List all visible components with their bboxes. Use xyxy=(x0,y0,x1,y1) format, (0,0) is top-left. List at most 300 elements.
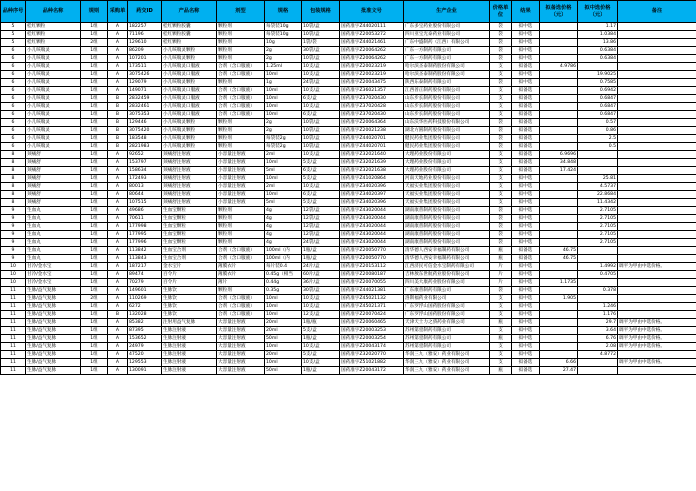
table-cell: 生脉注射液 xyxy=(162,367,217,375)
table-cell: 大容量注射液 xyxy=(217,343,265,351)
table-cell xyxy=(540,31,578,39)
column-header: 拟中选价格（元） xyxy=(578,1,618,23)
table-cell: 瓶 xyxy=(490,247,512,255)
table-cell: 合剂（含口服液） xyxy=(217,295,265,303)
table-cell: 生脉/益气复脉 xyxy=(26,343,81,351)
table-cell: 合剂（含口服液） xyxy=(217,255,265,263)
table-row xyxy=(1,159,696,167)
table-cell xyxy=(618,63,696,71)
table-cell: 颈痛舒注射液 xyxy=(162,191,217,199)
table-cell: 0.6847 xyxy=(578,103,618,111)
table-cell: 颗粒剂 xyxy=(217,287,265,295)
table-cell: 颗粒剂 xyxy=(217,231,265,239)
table-cell: 3075353 xyxy=(128,111,162,119)
table-cell: 9 xyxy=(1,207,26,215)
table-cell: 瓶 xyxy=(490,367,512,375)
table-cell xyxy=(578,159,618,167)
table-cell: 四川美大康药业股份有限公司 xyxy=(404,279,490,287)
table-cell: 小儿咳喘灵 xyxy=(26,135,81,143)
table-cell: 袋 xyxy=(490,239,512,247)
table-cell xyxy=(618,47,696,55)
table-cell: 2组 xyxy=(81,295,108,303)
column-header: 拟备选价格（元） xyxy=(540,1,578,23)
table-cell: 湖南康普制药股份有限公司 xyxy=(404,207,490,215)
table-row xyxy=(1,199,696,207)
table-cell: 大容量注射液 xyxy=(217,351,265,359)
table-cell: 1组 xyxy=(81,63,108,71)
table-cell: 小儿咳喘灵颗粒 xyxy=(162,143,217,151)
table-row xyxy=(1,271,696,279)
table-cell: 支 xyxy=(490,295,512,303)
table-cell: 支 xyxy=(490,175,512,183)
table-cell xyxy=(540,23,578,31)
table-cell: 颗粒剂 xyxy=(217,239,265,247)
table-cell: A xyxy=(108,151,128,159)
table-cell: 10ml xyxy=(265,295,302,303)
table-cell: 24片/盒 xyxy=(302,263,340,271)
table-cell: 拟中选 xyxy=(512,351,540,359)
table-cell: 177998 xyxy=(128,223,162,231)
table-cell xyxy=(540,199,578,207)
table-cell: 国药准字Z20043172 xyxy=(340,367,404,375)
table-cell: 小容量注射液 xyxy=(217,175,265,183)
table-cell: 149071 xyxy=(128,87,162,95)
table-cell: 生脉注射液 xyxy=(162,343,217,351)
table-cell: 山东步长制药股份有限公司 xyxy=(404,95,490,103)
table-cell xyxy=(540,303,578,311)
table-cell: 小儿咳喘灵口服液 xyxy=(162,63,217,71)
table-cell: B xyxy=(108,95,128,103)
table-cell: 11 xyxy=(1,295,26,303)
table-cell: 46.75 xyxy=(540,247,578,255)
table-cell: 国药准字Z32021640 xyxy=(340,151,404,159)
table-cell: 100ml（内 xyxy=(265,255,302,263)
table-cell: 100ml（内 xyxy=(265,247,302,255)
table-cell: 30袋/盒 xyxy=(302,287,340,295)
table-cell: 1组 xyxy=(81,31,108,39)
table-cell: 大理药业股份有限公司 xyxy=(404,167,490,175)
table-cell xyxy=(618,135,696,143)
table-cell: 生血丸 xyxy=(26,247,81,255)
table-cell: 1组 xyxy=(81,23,108,31)
table-cell: A xyxy=(108,55,128,63)
table-cell: 国药准字Z43020044 xyxy=(340,207,404,215)
table-cell: 国药准字Z20070424 xyxy=(340,311,404,319)
table-cell: 5 xyxy=(1,39,26,47)
table-cell: 国药准字Z20043475 xyxy=(340,79,404,87)
table-cell: 生血宝颗粒 xyxy=(162,239,217,247)
table-cell: 10袋/盒 xyxy=(302,55,340,63)
table-cell: 10ml xyxy=(265,175,302,183)
table-cell: 生血丸 xyxy=(26,255,81,263)
table-cell: A xyxy=(108,183,128,191)
table-cell: 湖南康普制药股份有限公司 xyxy=(404,231,490,239)
table-cell: 1组 xyxy=(81,247,108,255)
table-cell: 小儿咳喘灵颗粒 xyxy=(162,127,217,135)
table-cell: A xyxy=(108,231,128,239)
table-cell: 1组 xyxy=(81,47,108,55)
table-row xyxy=(1,295,696,303)
table-cell: 6.66 xyxy=(540,359,578,367)
table-cell: 小儿咳喘灵口服液 xyxy=(162,87,217,95)
table-cell: 0.6847 xyxy=(578,95,618,103)
table-cell: 47520 xyxy=(128,351,162,359)
table-cell: 颗粒剂 xyxy=(217,135,265,143)
table-cell xyxy=(540,95,578,103)
table-cell: 4g xyxy=(265,239,302,247)
table-cell: 支 xyxy=(490,359,512,367)
table-cell: 颗粒剂 xyxy=(217,223,265,231)
table-cell: 国药准字Z37020430 xyxy=(340,111,404,119)
table-cell: 1袋/袋 xyxy=(302,39,340,47)
table-cell: 113842 xyxy=(128,247,162,255)
table-cell: 支 xyxy=(490,95,512,103)
table-cell: 10袋/盒 xyxy=(302,135,340,143)
table-cell: 4g xyxy=(265,215,302,223)
table-cell: 国药准字Z20023219 xyxy=(340,71,404,79)
table-cell: 1g xyxy=(265,79,302,87)
table-cell: 拟中选 xyxy=(512,271,540,279)
column-header: 规格 xyxy=(265,1,302,23)
table-cell: 调平为甲由中选价格。 xyxy=(618,335,696,343)
table-cell xyxy=(618,279,696,287)
table-cell: 10ml xyxy=(265,103,302,111)
table-cell: 生血丸 xyxy=(26,207,81,215)
table-cell: 2ml xyxy=(265,151,302,159)
table-cell: 10ml xyxy=(265,359,302,367)
table-cell: 5 xyxy=(1,31,26,39)
table-cell: 颈痛舒 xyxy=(26,151,81,159)
table-cell: 24袋/盒 xyxy=(302,79,340,87)
table-cell: 8 xyxy=(1,175,26,183)
table-cell: 袋 xyxy=(490,39,512,47)
table-cell: 桂红颗粒 xyxy=(26,23,81,31)
table-cell: 2.7105 xyxy=(578,207,618,215)
table-cell: 生脉注射液 xyxy=(162,359,217,367)
table-cell: 10支/盒 xyxy=(302,71,340,79)
table-cell: 国药准字Z44020701 xyxy=(340,135,404,143)
table-cell: 颗粒剂 xyxy=(217,23,265,31)
table-cell: 80013 xyxy=(128,183,162,191)
table-cell: 6 xyxy=(1,95,26,103)
table-cell: 生脉/益气复脉 xyxy=(26,335,81,343)
table-cell: 山东沃华医药科技股份有限公司 xyxy=(404,119,490,127)
table-cell: 10支/盒 xyxy=(302,343,340,351)
table-cell: 12袋/盒 xyxy=(302,223,340,231)
table-cell: 10g xyxy=(265,39,302,47)
column-header: 结果 xyxy=(512,1,540,23)
table-cell: 10支/盒 xyxy=(302,303,340,311)
table-cell: 国药准字Z34020396 xyxy=(340,199,404,207)
table-cell: A xyxy=(108,287,128,295)
table-cell xyxy=(578,279,618,287)
table-cell: 小容量注射液 xyxy=(217,167,265,175)
table-cell: A xyxy=(108,167,128,175)
table-cell: 拟中选 xyxy=(512,79,540,87)
table-cell: 大容量注射液 xyxy=(217,359,265,367)
table-cell: A xyxy=(108,207,128,215)
table-cell: 广东罗浮山国药股份有限公司 xyxy=(404,311,490,319)
table-cell: 70279 xyxy=(128,279,162,287)
table-cell: A xyxy=(108,159,128,167)
table-cell: 桂红颗粒 xyxy=(26,39,81,47)
table-cell: 湖南康普制药股份有限公司 xyxy=(404,239,490,247)
table-cell: 甘冷/金水宝 xyxy=(26,263,81,271)
table-row xyxy=(1,279,696,287)
table-cell: 山东步长制药股份有限公司 xyxy=(404,111,490,119)
table-cell xyxy=(618,87,696,95)
table-cell: 片 xyxy=(490,271,512,279)
table-cell: 国药准字Z43020044 xyxy=(340,223,404,231)
table-cell: 小儿咳喘灵口服液 xyxy=(162,71,217,79)
table-cell: 小儿咳喘灵 xyxy=(26,143,81,151)
table-cell: 29.7 xyxy=(578,319,618,327)
table-cell: 10ml xyxy=(265,111,302,119)
table-cell: 6支/盒 xyxy=(302,95,340,103)
table-cell: 薄膜衣片 xyxy=(217,271,265,279)
table-cell xyxy=(540,127,578,135)
table-cell xyxy=(618,127,696,135)
table-cell: 国药准字Z45021371 xyxy=(340,303,404,311)
table-cell: 8 xyxy=(1,199,26,207)
table-cell: 小容量注射液 xyxy=(217,159,265,167)
table-cell: 2g xyxy=(265,55,302,63)
table-cell: 0.4705 xyxy=(578,271,618,279)
table-cell: 调平为甲由中选价格。 xyxy=(618,263,696,271)
table-cell: A xyxy=(108,239,128,247)
table-cell xyxy=(578,151,618,159)
table-cell xyxy=(618,71,696,79)
table-cell: 0.44g xyxy=(265,279,302,287)
table-cell: 1组 xyxy=(81,303,108,311)
table-cell: 合剂（含口服液） xyxy=(217,111,265,119)
table-cell: 183548 xyxy=(128,135,162,143)
table-cell: 江西济民可信金水宝制药有限公司 xyxy=(404,263,490,271)
table-cell: 拟备选 xyxy=(512,95,540,103)
table-cell: 支 xyxy=(490,151,512,159)
table-cell: 拟中选 xyxy=(512,23,540,31)
table-cell: 8 xyxy=(1,191,26,199)
table-cell: 17.424 xyxy=(540,167,578,175)
table-cell: 拟备选 xyxy=(512,167,540,175)
table-cell: 6 xyxy=(1,111,26,119)
table-cell: 合剂（含口服液） xyxy=(217,247,265,255)
table-cell: 1组 xyxy=(81,343,108,351)
table-cell: 颈痛舒注射液 xyxy=(162,159,217,167)
table-cell: 拟中选 xyxy=(512,311,540,319)
table-cell xyxy=(618,303,696,311)
table-cell: A xyxy=(108,215,128,223)
table-cell: 182257 xyxy=(128,23,162,31)
table-cell: 生血丸 xyxy=(26,231,81,239)
table-cell: 广东罗浮山国药股份有限公司 xyxy=(404,303,490,311)
table-cell: 1组 xyxy=(81,95,108,103)
table-cell: 支 xyxy=(490,71,512,79)
table-cell xyxy=(540,111,578,119)
table-cell: 清华德人西安幸福制药有限公司 xyxy=(404,255,490,263)
table-cell: 生脉注射液 xyxy=(162,327,217,335)
table-cell: 80644 xyxy=(128,191,162,199)
table-cell: 2.7105 xyxy=(578,223,618,231)
table-row xyxy=(1,207,696,215)
table-cell: 小儿咳喘灵 xyxy=(26,55,81,63)
table-cell: 国药准字Z20064262 xyxy=(340,55,404,63)
table-cell: 8 xyxy=(1,167,26,175)
table-cell: 6 xyxy=(1,63,26,71)
table-cell: 5ml xyxy=(265,199,302,207)
table-cell: 5支/盒 xyxy=(302,351,340,359)
table-cell: 桂红颗粒胶囊 xyxy=(162,31,217,39)
table-cell: 颈痛舒注射液 xyxy=(162,167,217,175)
table-cell: 调平为甲由中选价格。 xyxy=(618,343,696,351)
table-cell: 拟中选 xyxy=(512,71,540,79)
table-cell: 11 xyxy=(1,311,26,319)
table-cell: 国药准字Z20053272 xyxy=(340,31,404,39)
table-cell: 袋 xyxy=(490,135,512,143)
table-cell: 拟备选 xyxy=(512,103,540,111)
table-cell xyxy=(540,103,578,111)
table-cell: 国药准字Z37020430 xyxy=(340,95,404,103)
table-cell: 132028 xyxy=(128,311,162,319)
table-cell: 6 xyxy=(1,71,26,79)
table-cell: 10袋/盒 xyxy=(302,23,340,31)
table-cell: 8 xyxy=(1,183,26,191)
table-cell: 支 xyxy=(490,159,512,167)
table-cell: 拟中选 xyxy=(512,343,540,351)
table-cell: 大容量注射液 xyxy=(217,335,265,343)
table-cell: 1.246 xyxy=(578,303,618,311)
table-cell: 颈痛舒注射液 xyxy=(162,175,217,183)
table-cell: 1组 xyxy=(81,367,108,375)
table-cell: 10袋/盒 xyxy=(302,143,340,151)
table-cell xyxy=(540,191,578,199)
table-cell: 生脉饮 xyxy=(162,295,217,303)
table-cell: 袋 xyxy=(490,47,512,55)
table-cell: 6 xyxy=(1,79,26,87)
table-cell: 国药准字Z51021882 xyxy=(340,359,404,367)
table-cell: 拟中选 xyxy=(512,47,540,55)
table-cell: 合剂（含口服液） xyxy=(217,71,265,79)
table-cell: 1组 xyxy=(81,231,108,239)
table-cell: 0.6384 xyxy=(578,55,618,63)
table-cell: 国药准字Z44021381 xyxy=(340,287,404,295)
table-cell: 10支/盒 xyxy=(302,183,340,191)
table-cell xyxy=(618,191,696,199)
table-cell: 拟中选 xyxy=(512,319,540,327)
table-cell: 山东步长制药股份有限公司 xyxy=(404,103,490,111)
table-cell: 支 xyxy=(490,183,512,191)
table-cell: 薄膜衣片 xyxy=(217,263,265,271)
table-cell: 1组 xyxy=(81,55,108,63)
table-cell: 小儿咳喘灵颗粒 xyxy=(162,55,217,63)
table-cell: A xyxy=(108,223,128,231)
table-cell: 6272 xyxy=(128,303,162,311)
table-cell: 110269 xyxy=(128,295,162,303)
table-cell: 支 xyxy=(490,63,512,71)
column-header: 采购单 xyxy=(108,1,128,23)
table-cell: 2g xyxy=(265,47,302,55)
table-cell: 广东一方制药有限公司 xyxy=(404,47,490,55)
table-cell: 8 xyxy=(1,159,26,167)
table-cell: 11 xyxy=(1,359,26,367)
table-cell xyxy=(578,167,618,175)
table-cell: 拟中选 xyxy=(512,263,540,271)
table-cell: 国药准字Z41020864 xyxy=(340,175,404,183)
table-cell: 0.86 xyxy=(578,127,618,135)
table-cell: 158634 xyxy=(128,167,162,175)
table-cell: 国药准字Z45021132 xyxy=(340,295,404,303)
table-cell: A xyxy=(108,63,128,71)
table-cell: 50ml xyxy=(265,367,302,375)
table-cell xyxy=(540,327,578,335)
table-cell: 合剂（含口服液） xyxy=(217,95,265,103)
table-cell: 拟中选 xyxy=(512,207,540,215)
table-cell: 颈痛舒注射液 xyxy=(162,199,217,207)
table-cell: 1.176 xyxy=(578,311,618,319)
table-cell: 拟备选 xyxy=(512,135,540,143)
table-cell: 支 xyxy=(490,191,512,199)
table-cell: 19.9025 xyxy=(578,71,618,79)
table-cell: 哈尔滨圣泰制药股份有限公司 xyxy=(404,71,490,79)
table-cell: 拟备选 xyxy=(512,63,540,71)
column-header: 包装规格 xyxy=(302,1,340,23)
table-cell xyxy=(618,207,696,215)
table-cell: 6 xyxy=(1,143,26,151)
table-cell: 拟中选 xyxy=(512,223,540,231)
table-cell: 9 xyxy=(1,215,26,223)
table-cell: 生脉饮 xyxy=(162,303,217,311)
table-cell: 1组 xyxy=(81,103,108,111)
table-cell: 11 xyxy=(1,367,26,375)
table-row xyxy=(1,255,696,263)
table-cell: 甘冷/金水宝 xyxy=(26,271,81,279)
table-cell: 颗粒剂 xyxy=(217,143,265,151)
table-cell: 0.35g xyxy=(265,287,302,295)
table-cell: 113843 xyxy=(128,255,162,263)
table-cell: 生血宝颗粒 xyxy=(162,215,217,223)
table-cell: 1组 xyxy=(81,255,108,263)
table-cell: 2.7105 xyxy=(578,239,618,247)
table-cell xyxy=(540,271,578,279)
table-cell: 1.1735 xyxy=(540,279,578,287)
table-cell: 10支/盒 xyxy=(302,87,340,95)
table-cell: 桂红颗粒 xyxy=(162,39,217,47)
table-cell: 2832461 xyxy=(128,103,162,111)
table-cell xyxy=(618,247,696,255)
table-cell: 10支/盒 xyxy=(302,103,340,111)
table-cell: 1组 xyxy=(81,359,108,367)
table-cell: 1组 xyxy=(81,175,108,183)
table-cell: 153652 xyxy=(128,335,162,343)
table-row xyxy=(1,311,696,319)
table-cell: 1.4992 xyxy=(578,263,618,271)
table-cell xyxy=(540,207,578,215)
column-header: 品种序号 xyxy=(1,1,26,23)
table-cell xyxy=(540,335,578,343)
table-row xyxy=(1,359,696,367)
table-cell: 6 xyxy=(1,103,26,111)
table-row xyxy=(1,31,696,39)
table-cell: A xyxy=(108,191,128,199)
table-cell: 10 xyxy=(1,263,26,271)
table-cell: 1组 xyxy=(81,79,108,87)
table-cell: 生血宝颗粒 xyxy=(162,223,217,231)
table-cell: 袋 xyxy=(490,231,512,239)
table-cell: 颈痛舒 xyxy=(26,159,81,167)
table-cell: 合剂（含口服液） xyxy=(217,303,265,311)
table-cell: 袋 xyxy=(490,119,512,127)
table-cell: 6 xyxy=(1,135,26,143)
